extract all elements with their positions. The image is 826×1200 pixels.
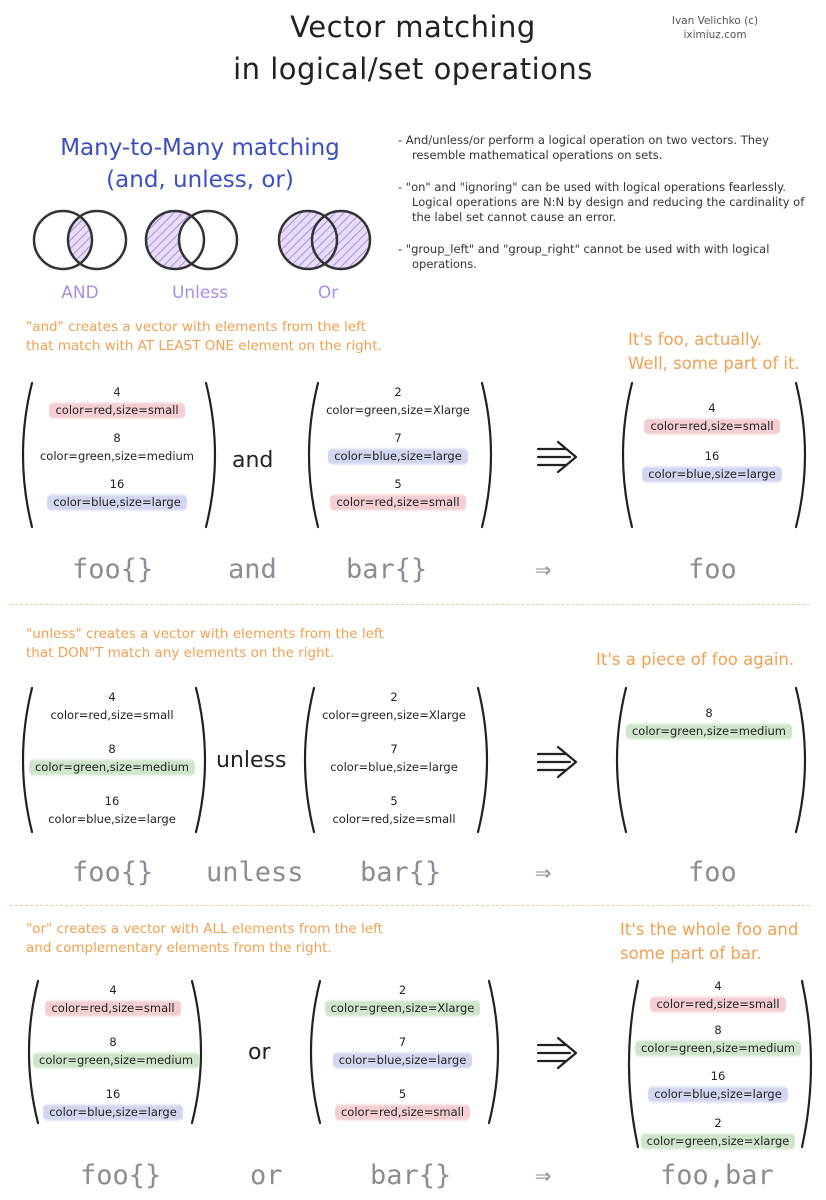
expression-right: bar{} xyxy=(370,1160,452,1191)
label-set: color=red,size=small xyxy=(335,1103,470,1122)
implies-arrow-icon xyxy=(536,745,580,779)
label-set: color=red,size=small xyxy=(644,417,779,436)
note-item: - "on" and "ignoring" can be used with logical operations fearlessly. Logical operations are N:N by design and reducing the cardinality of the label set cannot cause an error. xyxy=(398,180,805,224)
tagline-line-1: It's a piece of foo again. xyxy=(596,650,795,669)
expression-result: foo xyxy=(688,857,737,888)
venn-label-and: AND xyxy=(61,283,99,303)
left-vector-element xyxy=(27,741,197,777)
result-vector-element xyxy=(632,1022,804,1058)
expression-right: bar{} xyxy=(346,554,428,585)
expression-arrow: ⇒ xyxy=(535,857,552,888)
note-item: - "group_left" and "group_right" cannot be used with with logical operations. xyxy=(398,242,770,271)
implies-arrow-icon xyxy=(536,1036,580,1070)
label-set: color=blue,size=large xyxy=(328,447,468,466)
left-vector-element xyxy=(27,384,207,420)
expression-left: foo{} xyxy=(72,554,154,585)
author-site: iximiuz.com xyxy=(683,29,747,41)
venn-label-unless: Unless xyxy=(171,283,229,303)
label-set: color=green,size=medium xyxy=(635,1039,801,1058)
caption-line-1: "unless" creates a vector with elements from the left xyxy=(26,626,384,642)
sample-value: 2 xyxy=(390,690,398,704)
expression-op: and xyxy=(228,554,277,585)
label-set: color=blue,size=large xyxy=(333,1051,473,1070)
right-vector-element xyxy=(313,476,483,512)
sample-value: 5 xyxy=(390,794,398,808)
sample-value: 5 xyxy=(394,477,402,491)
right-vector-element xyxy=(309,741,479,777)
caption-line-2: that match with AT LEAST ONE element on the right. xyxy=(26,338,382,354)
label-set: color=blue,size=large xyxy=(43,1103,183,1122)
sample-value: 2 xyxy=(398,983,407,997)
left-vector-element xyxy=(33,1086,193,1122)
label-set: color=blue,size=large xyxy=(48,812,176,826)
result-vector-element xyxy=(626,448,798,484)
label-set: color=red,size=small xyxy=(45,999,180,1018)
section-divider xyxy=(10,604,810,605)
result-vector-element xyxy=(632,1068,804,1104)
sample-value: 16 xyxy=(104,794,120,808)
caption-line-2: and complementary elements from the right. xyxy=(26,940,332,956)
right-vector-element xyxy=(313,384,483,420)
label-set: color=red,size=small xyxy=(49,401,184,420)
caption-line-1: "and" creates a vector with elements from the left xyxy=(26,319,366,335)
label-set: color=green,size=Xlarge xyxy=(326,403,470,417)
sample-value: 4 xyxy=(714,979,722,993)
expression-arrow: ⇒ xyxy=(535,554,552,585)
sample-value: 16 xyxy=(704,449,720,463)
expression-left: foo{} xyxy=(72,857,154,888)
sample-value: 2 xyxy=(714,1116,722,1130)
left-vector-element xyxy=(27,430,207,466)
left-vector-element xyxy=(27,689,197,725)
right-vector-element xyxy=(315,1034,490,1070)
right-vector-element xyxy=(309,793,479,829)
label-set: color=blue,size=large xyxy=(648,1085,788,1104)
sample-value: 16 xyxy=(105,1087,121,1101)
left-vector-element xyxy=(27,793,197,829)
label-set: color=green,size=Xlarge xyxy=(325,999,481,1018)
left-vector-element xyxy=(33,1034,193,1070)
right-vector-element xyxy=(309,689,479,725)
operator-word: or xyxy=(248,1040,271,1065)
sample-value: 16 xyxy=(710,1069,726,1083)
sample-value: 8 xyxy=(109,1035,117,1049)
caption-line-1: "or" creates a vector with ALL elements from the left xyxy=(26,921,383,937)
sample-value: 5 xyxy=(398,1087,407,1101)
right-vector-element xyxy=(313,430,483,466)
label-set: color=red,size=small xyxy=(650,995,785,1014)
label-set: color=red,size=small xyxy=(50,708,174,722)
many-to-many-heading xyxy=(20,132,380,196)
venn-and xyxy=(34,211,126,269)
venn-or xyxy=(279,211,370,269)
label-set: color=red,size=small xyxy=(330,493,465,512)
left-vector-element xyxy=(27,476,207,512)
many-to-many-heading-line-2: (and, unless, or) xyxy=(106,167,294,193)
sample-value: 4 xyxy=(109,983,117,997)
label-set: color=red,size=small xyxy=(332,812,456,826)
expression-op: unless xyxy=(206,857,304,888)
expression-arrow: ⇒ xyxy=(535,1160,552,1191)
expression-result: foo xyxy=(688,554,737,585)
caption-line-2: that DON"T match any elements on the right. xyxy=(26,645,335,661)
operator-word: and xyxy=(232,448,274,473)
venn-unless xyxy=(146,211,237,269)
result-vector-element xyxy=(620,705,798,741)
expression-result: foo,bar xyxy=(660,1160,774,1191)
sample-value: 4 xyxy=(708,401,716,415)
tagline-line-2: some part of bar. xyxy=(620,944,762,963)
label-set: color=green,size=medium xyxy=(29,758,195,777)
right-vector-element xyxy=(315,1086,490,1122)
sample-value: 7 xyxy=(394,431,402,445)
label-set: color=green,size=medium xyxy=(33,1051,199,1070)
label-set: color=green,size=medium xyxy=(626,722,792,741)
note-item: - And/unless/or perform a logical operation on two vectors. They resemble mathematical operations on sets. xyxy=(398,133,769,162)
result-vector-element xyxy=(632,1115,804,1151)
tagline-line-2: Well, some part of it. xyxy=(628,354,800,373)
sample-value: 4 xyxy=(108,690,116,704)
sample-value: 2 xyxy=(394,385,402,399)
author xyxy=(640,14,790,42)
result-vector-element xyxy=(632,978,804,1014)
venn-label-or: Or xyxy=(317,283,339,303)
many-to-many-heading-line-1: Many-to-Many matching xyxy=(60,135,340,161)
sample-value: 7 xyxy=(398,1035,407,1049)
label-set: color=green,size=xlarge xyxy=(641,1132,796,1151)
tagline-line-1: It's the whole foo and xyxy=(620,920,799,939)
sample-value: 8 xyxy=(714,1023,722,1037)
label-set: color=blue,size=large xyxy=(642,465,782,484)
right-vector-element xyxy=(315,982,490,1018)
venn-diagrams xyxy=(25,200,385,285)
page-title-line-1: Vector matching xyxy=(290,10,536,44)
label-set: color=blue,size=large xyxy=(47,493,187,512)
implies-arrow-icon xyxy=(536,440,580,474)
tagline-line-1: It's foo, actually. xyxy=(628,330,763,349)
label-set: color=green,size=medium xyxy=(39,449,195,463)
expression-right: bar{} xyxy=(360,857,442,888)
sample-value: 4 xyxy=(113,385,121,399)
expression-left: foo{} xyxy=(80,1160,162,1191)
label-set: color=blue,size=large xyxy=(330,760,458,774)
label-set: color=green,size=Xlarge xyxy=(322,708,466,722)
result-vector-element xyxy=(626,400,798,436)
left-vector-element xyxy=(33,982,193,1018)
page-title-line-2: in logical/set operations xyxy=(233,52,593,86)
section-divider xyxy=(10,905,810,906)
operator-word: unless xyxy=(216,748,287,773)
sample-value: 7 xyxy=(390,742,398,756)
author-name: Ivan Velichko (c) xyxy=(671,15,759,27)
expression-op: or xyxy=(250,1160,283,1191)
sample-value: 16 xyxy=(109,477,125,491)
sample-value: 8 xyxy=(108,742,116,756)
sample-value: 8 xyxy=(705,706,713,720)
sample-value: 8 xyxy=(113,431,121,445)
notes-list xyxy=(398,133,808,289)
